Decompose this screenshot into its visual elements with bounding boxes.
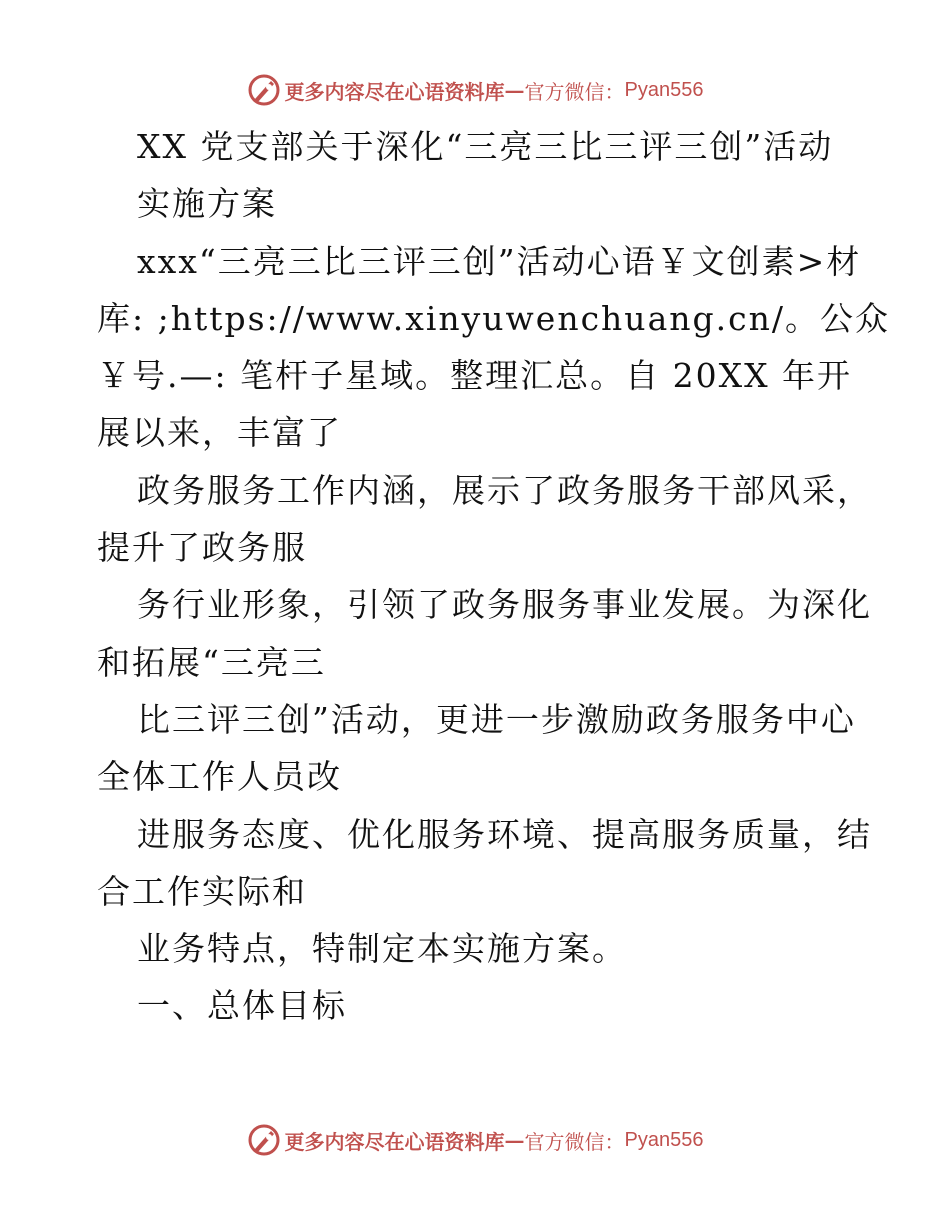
text-line: 展以来，丰富了 [97, 413, 342, 453]
text-line: 和拓展“三亮三 [97, 642, 326, 682]
text-line: 进服务态度、优化服务环境、提高服务质量，结 [137, 814, 872, 854]
document-body [97, 118, 890, 1035]
text-line: xxx“三亮三比三评三创”活动心语￥文创素>材 [137, 241, 862, 281]
watermark-header [0, 70, 950, 110]
pen-logo-icon [247, 1123, 281, 1157]
text-line: 务行业形象，引领了政务服务事业发展。为深化 [137, 585, 872, 625]
text-line: 库: ;https://www.xinyuwenchuang.cn/。公众 [97, 298, 890, 338]
text-line: 提升了政务服 [97, 528, 307, 568]
watermark-label: 官方微信： [524, 1129, 625, 1154]
text-line: 合工作实际和 [97, 871, 307, 911]
pen-logo-icon [247, 73, 281, 107]
text-line: ￥号.—: 笔杆子星域。整理汇总。自 20XX 年开 [97, 356, 853, 396]
text-line: 政务服务工作内涵，展示了政务服务干部风采， [137, 470, 872, 510]
text-line: 全体工作人员改 [97, 757, 342, 797]
watermark-separator: — [504, 78, 525, 102]
watermark-brand: 更多内容尽在心语资料库 [284, 79, 505, 104]
text-line: 比三评三创”活动，更进一步激励政务服务中心 [137, 699, 856, 739]
watermark-footer [0, 1120, 950, 1160]
text-line: XX 党支部关于深化“三亮三比三评三创”活动 [137, 127, 834, 166]
watermark-brand: 更多内容尽在心语资料库 [284, 1129, 505, 1154]
text-line: 业务特点，特制定本实施方案。 [137, 929, 627, 969]
text-line: 实施方案 [137, 184, 277, 224]
watermark-separator: — [504, 1128, 525, 1152]
watermark-id: Pyan556 [624, 78, 704, 101]
text-line: 一、总体目标 [137, 986, 347, 1026]
watermark-id: Pyan556 [624, 1128, 704, 1151]
watermark-label: 官方微信： [524, 79, 625, 104]
